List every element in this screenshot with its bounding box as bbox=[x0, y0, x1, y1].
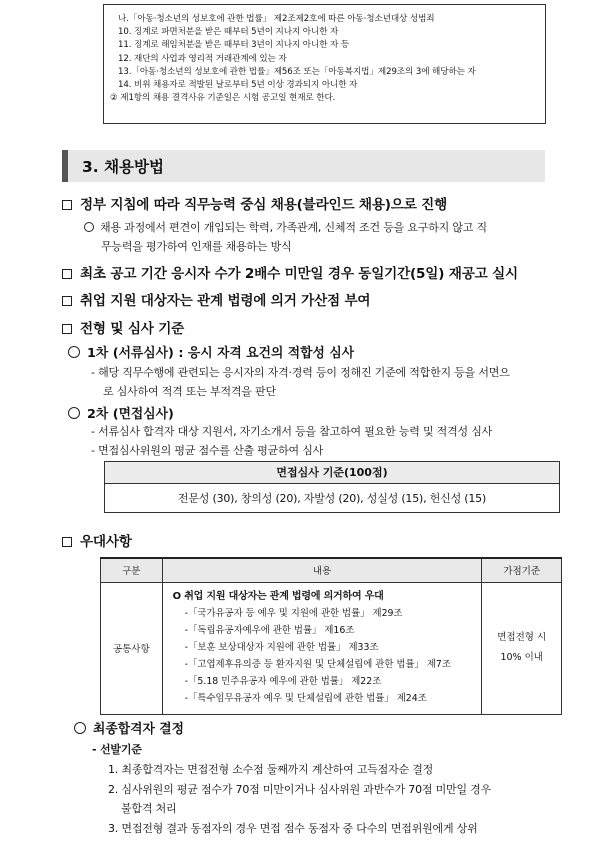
bonus-cell bbox=[482, 582, 562, 714]
final-rule-cont: 불합격 처리 bbox=[121, 802, 177, 815]
stage1-title-text: 1차 (서류심사) : 응시 자격 요건의 적합성 심사 bbox=[87, 346, 355, 361]
blind-desc-cont: 무능력을 평가하여 인재를 채용하는 방식 bbox=[101, 240, 292, 253]
box-line: 12. 재단의 사업과 영리적 거래관계에 있는 자 bbox=[118, 54, 287, 64]
law-item: -「특수임무유공자 예우 및 단체설립에 관한 법률」 제24조 bbox=[184, 692, 427, 704]
final-sub: - 선발기준 bbox=[92, 743, 142, 756]
criteria-header: 면접심사 기준(100점) bbox=[105, 462, 559, 484]
law-item: -「보훈 보상대상자 지원에 관한 법률」 제33조 bbox=[184, 641, 379, 653]
bonus-line: 10% 이내 bbox=[500, 652, 543, 663]
stage1-title bbox=[68, 342, 354, 361]
col-header: 내용 bbox=[162, 558, 482, 582]
content-lead: O 취업 지원 대상자는 관계 법령에 의거하여 우대 bbox=[172, 590, 384, 602]
section-title: 3. 채용방법 bbox=[82, 158, 164, 176]
checkbox-square-icon bbox=[62, 296, 72, 306]
circle-bullet-icon bbox=[68, 407, 80, 419]
box-line: ② 제1항의 채용 결격사유 기준일은 시험 공고일 현재로 한다. bbox=[110, 93, 336, 103]
law-item: -「독립유공자예우에 관한 법률」 제16조 bbox=[184, 624, 355, 636]
final-title bbox=[74, 718, 184, 737]
box-line: 10. 징계로 파면처분을 받은 때부터 5년이 지나지 아니한 자 bbox=[118, 27, 339, 37]
checkbox-square-icon bbox=[62, 537, 72, 547]
final-rule: 3. 면접전형 결과 동점자의 경우 면접 점수 동점자 중 다수의 면접위원에게 상위 bbox=[108, 822, 478, 835]
box-line: 14. 비위 채용자로 적발된 날로부터 5년 이상 경과되지 아니한 자 bbox=[118, 80, 358, 90]
table-row bbox=[101, 582, 562, 714]
final-title-text: 최종합격자 결정 bbox=[93, 722, 184, 737]
law-item: -「5.18 민주유공자 예우에 관한 법률」 제22조 bbox=[184, 675, 382, 687]
stage2-title-text: 2차 (면접심사) bbox=[87, 407, 174, 422]
screening-item bbox=[62, 317, 184, 337]
bonus-item bbox=[62, 289, 370, 309]
circle-bullet-icon bbox=[68, 346, 80, 358]
interview-criteria-box bbox=[104, 461, 560, 513]
repost-item bbox=[62, 262, 518, 282]
law-item: -「국가유공자 등 예우 및 지원에 관한 법률」 제29조 bbox=[184, 607, 403, 619]
stage2-desc: - 서류심사 합격자 대상 지원서, 자기소개서 등을 참고하여 필요한 능력 및 적격성 심사 bbox=[91, 425, 493, 438]
stage1-desc-cont: 로 심사하여 적격 또는 부적격을 판단 bbox=[103, 385, 276, 398]
final-rule: 2. 심사위원의 평균 점수가 70점 미만이거나 심사위원 과반수가 70점 미만일 경우 bbox=[108, 783, 492, 796]
checkbox-square-icon bbox=[62, 269, 72, 279]
preference-title: 우대사항 bbox=[80, 534, 132, 550]
repost-text: 최초 공고 기간 응시자 수가 2배수 미만일 경우 동일기간(5일) 재공고 실시 bbox=[80, 266, 518, 282]
bonus-text: 취업 지원 대상자는 관계 법령에 의거 가산점 부여 bbox=[80, 293, 371, 309]
section-heading bbox=[62, 150, 545, 182]
final-rule: 1. 최종합격자는 면접전형 소수점 둘째까지 계산하여 고득점자순 결정 bbox=[108, 763, 434, 776]
table-header-row bbox=[101, 558, 562, 582]
box-line: 11. 징계로 해임처분을 받은 때부터 3년이 지나지 아니한 자 등 bbox=[118, 40, 350, 50]
circle-bullet-icon bbox=[84, 222, 94, 232]
screening-text: 전형 및 심사 기준 bbox=[80, 321, 185, 337]
col-header: 구분 bbox=[101, 558, 163, 582]
col-header: 가점기준 bbox=[482, 558, 562, 582]
blind-desc-text: 채용 과정에서 편견이 개입되는 학력, 가족관계, 신체적 조건 등을 요구하지 않고 직 bbox=[100, 221, 487, 234]
circle-bullet-icon bbox=[74, 722, 86, 734]
box-line: 13.「아동·청소년의 성보호에 관한 법률」제56조 또는「아동복지법」제29조의 3에 해당하는 자 bbox=[118, 67, 476, 77]
stage2-title bbox=[68, 403, 174, 422]
preference-table bbox=[100, 557, 562, 715]
blind-desc-line bbox=[84, 219, 487, 235]
preference-item bbox=[62, 530, 132, 550]
checkbox-square-icon bbox=[62, 324, 72, 334]
stage1-desc: - 해당 직무수행에 관련되는 응시자의 자격·경력 등이 정해진 기준에 적합한지 등을 서면으 bbox=[91, 366, 510, 379]
blind-hiring-item bbox=[62, 193, 447, 213]
criteria-body: 전문성 (30), 창의성 (20), 자발성 (20), 성실성 (15), 헌신성 (15) bbox=[177, 492, 487, 505]
stage2-desc: - 면접심사위원의 평균 점수를 산출 평균하여 심사 bbox=[91, 444, 324, 457]
content-cell bbox=[162, 582, 482, 714]
blind-hiring-title: 정부 지침에 따라 직무능력 중심 채용(블라인드 채용)으로 진행 bbox=[80, 197, 448, 213]
disqualification-box bbox=[103, 4, 546, 124]
checkbox-square-icon bbox=[62, 200, 72, 210]
law-item: -「고엽제후유의증 등 환자지원 및 단체설립에 관한 법률」 제7조 bbox=[184, 658, 451, 670]
box-line: 나.「아동·청소년의 성보호에 관한 법률」 제2조제2호에 따른 아동·청소년대상 성범죄 bbox=[118, 14, 435, 24]
category-cell: 공통사항 bbox=[101, 582, 163, 714]
bonus-line: 면접전형 시 bbox=[497, 632, 547, 643]
